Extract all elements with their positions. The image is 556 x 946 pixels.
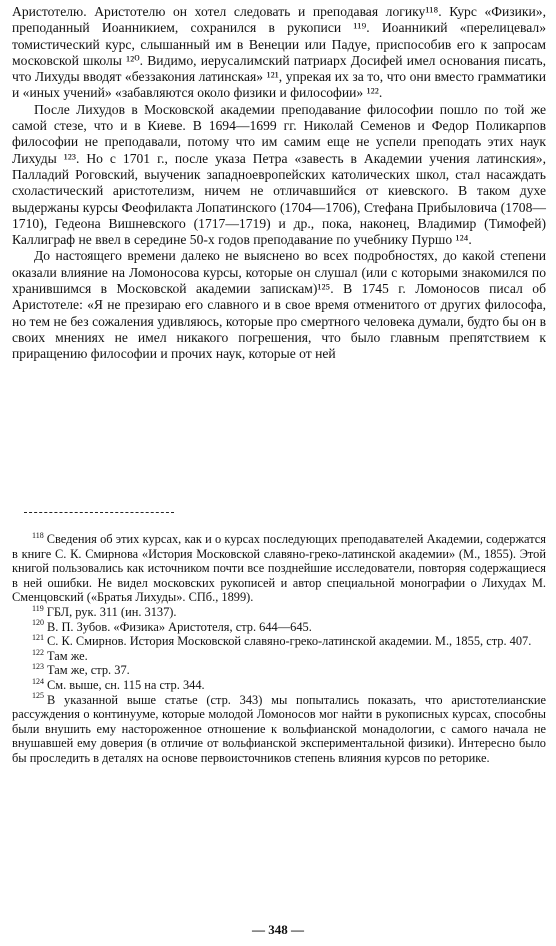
paragraph-2: После Лихудов в Московской академии преподавание философии пошло по той же самой стезе, что и в Киеве. В 1694—1699 гг. Николай Семенов и Федор Поликарпов философии не преподавали, потому что им самим еще не успели преподать этих наук Лихуды ¹²³. Но с 1701 г., после указа Петра «завесть в Академии учения латинския», Палладий Роговский, выученик западноевропейских католических школ, стал насаждать схоластический аристотелизм, ничем не отличавшийся от киевского. В таком духе выдержаны курсы Феофилакта Лопатинского (1704—1706), Стефана Прибыловича (1708—1710), Гедеона Вишневского (1717—1719) и др., пока, наконец, Владимир (Тимофей) Каллиграф не ввел в середине 50-х годов преподавание по учебнику Пуршо ¹²⁴. (12, 101, 546, 248)
footnotes (12, 532, 546, 766)
footnote-separator (24, 512, 174, 513)
footnote-125: $^{125}$ В указанной выше статье (стр. 343) мы попытались показать, что аристотелианские рассуждения о континууме, которые молодой Ломоносов мог найти в рукописных курсах, способны были внушить ему настороженное отношение к вольфианской монадологии, с самого начала не внушавшей ему доверия (в отличие от вольфианской экспериментальной физики). Интересно было бы проследить в деталях на основе первоисточников степень влияния курсов по реторике. (12, 691, 546, 765)
footnote-124: $^{124}$ См. выше, сн. 115 на стр. 344. (32, 676, 205, 692)
footnote-121: $^{121}$ С. К. Смирнов. История Московской славяно-греко-латинской академии. М., 1855, стр. 407. (32, 633, 532, 649)
page-number: — 348 — (252, 922, 304, 937)
paragraph-3: До настоящего времени далеко не выяснено во всех подробностях, до какой степени оказали влияние на Ломоносова курсы, которые он слушал (или с которыми знакомился по хранившимся в Московской академии запискам)¹²⁵. В 1745 г. Ломоносов писал об Аристотеле: «Я не презираю его славного и в свое время отменитого от других философа, но тем не без сожаления удивляюсь, которые про смертного человека думали, будто бы он в своих мнениях не имел никакого погрешения, что было главным препятствием к приращению философии и прочих наук, которые от ней (12, 248, 546, 362)
main-text (12, 4, 546, 363)
footnote-120: $^{120}$ В. П. Зубов. «Физика» Аристотеля, стр. 644—645. (32, 618, 312, 634)
footnote-122: $^{122}$ Там же. (32, 647, 88, 663)
footnote-118: $^{118}$ Сведения об этих курсах, как и о курсах последующих преподавателей Академии, содержатся в книге С. К. Смирнова «История Московской славяно-греко-латинской академии» (М., 1855). Этой книгой пользовались как источником почти все позднейшие исследователи, повторяя содержащиеся в ней ошибки. Не видел московских рукописей и автор специальной монографии о Лихудах М. Сменцовский («Братья Лихуды». СПб., 1899). (12, 530, 546, 605)
footnote-123: $^{123}$ Там же, стр. 37. (32, 662, 130, 678)
footnote-119: $^{119}$ ГБЛ, рук. 311 (ин. 3137). (32, 603, 177, 619)
paragraph-1: Аристотелю. Аристотелю он хотел следовать и преподавая логику¹¹⁸. Курс «Физики», преподанный Иоанникием, сохранился в рукописи ¹¹⁹. Иоанникий «перелицевал» томистический курс, слышанный им в Венеции или Падуе, приспособив его к запросам московской школы ¹²⁰. Видимо, иерусалимский патриарх Досифей имел основания писать, что Лихуды вводят «беззакония латинская» ¹²¹, упрекая их за то, что они вместо грамматики и «иных учений» «забавляются около физики и философии» ¹²². (12, 4, 546, 101)
